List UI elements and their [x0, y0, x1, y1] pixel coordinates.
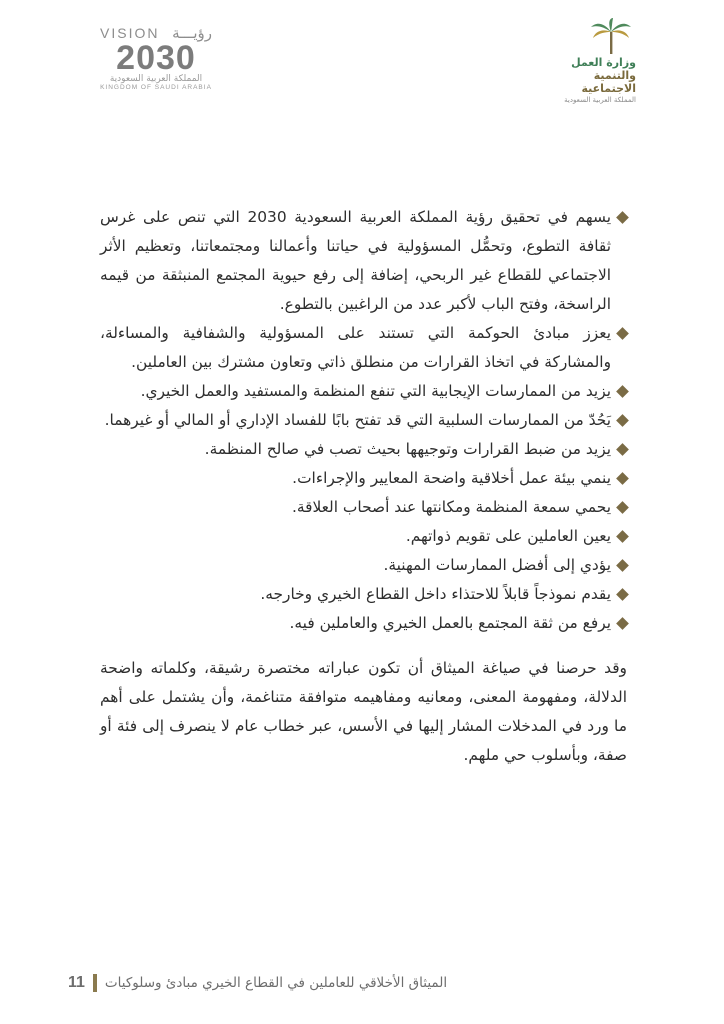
list-item [100, 464, 627, 493]
diamond-bullet-icon [616, 501, 629, 514]
palm-icon [590, 18, 632, 56]
diamond-bullet-icon [616, 617, 629, 630]
page-header [0, 18, 724, 128]
diamond-bullet-icon [616, 414, 629, 427]
ministry-logo [546, 18, 636, 105]
list-item [100, 319, 627, 377]
page-number: 11 [68, 974, 85, 991]
list-item [100, 522, 627, 551]
list-item-text: يؤدي إلى أفضل الممارسات المهنية. [383, 556, 611, 574]
list-item [100, 203, 627, 319]
benefits-list [100, 203, 627, 638]
list-item [100, 435, 627, 464]
page-content [100, 203, 627, 785]
ministry-name-line1: وزارة العمل [571, 56, 636, 69]
vision-country-en: KINGDOM OF SAUDI ARABIA [100, 84, 212, 91]
list-item [100, 493, 627, 522]
list-item-text: يقدم نموذجاً قابلاً للاحتذاء داخل القطاع الخيري وخارجه. [260, 585, 611, 603]
list-item-text: يزيد من الممارسات الإيجابية التي تنفع المنظمة والمستفيد والعمل الخيري. [140, 382, 611, 400]
list-item [100, 377, 627, 406]
ministry-country: المملكة العربية السعودية [564, 96, 636, 104]
list-item [100, 609, 627, 638]
footer-title: الميثاق الأخلاقي للعاملين في القطاع الخيري مبادئ وسلوكيات [104, 975, 448, 991]
diamond-bullet-icon [616, 472, 629, 485]
list-item-text: يزيد من ضبط القرارات وتوجيهها بحيث تصب في صالح المنظمة. [204, 440, 611, 458]
vision-2030-logo [100, 24, 212, 91]
list-item-text: ينمي بيئة عمل أخلاقية واضحة المعايير والإجراءات. [292, 469, 611, 487]
diamond-bullet-icon [616, 443, 629, 456]
vision-year: 2030 [116, 39, 196, 77]
list-item-text: يعزز مبادئ الحوكمة التي تستند على المسؤولية والشفافية والمساءلة، والمشاركة في اتخاذ القرارات من منطلق ذاتي وتعاون مشترك بين العاملين. [100, 324, 611, 371]
vision-label-en: VISION [100, 25, 160, 41]
list-item [100, 406, 627, 435]
diamond-bullet-icon [616, 385, 629, 398]
footer-divider [93, 974, 97, 992]
diamond-bullet-icon [616, 530, 629, 543]
list-item-text: يعين العاملين على تقويم ذواتهم. [405, 527, 611, 545]
list-item-text: يرفع من ثقة المجتمع بالعمل الخيري والعاملين فيه. [289, 614, 611, 632]
diamond-bullet-icon [616, 327, 629, 340]
ministry-name-line2: والتنمية الاجتماعية [581, 69, 636, 95]
closing-paragraph: وقد حرصنا في صياغة الميثاق أن تكون عباراته مختصرة رشيقة، وكلماته واضحة الدلالة، ومفهومة المعنى، ومعانيه ومفاهيمه متوافقة متناغمة، وأن يشتمل على أهم ما ورد في المدخلات المشار إليها في الأسس، عبر خطاب عام لا ينصرف إلى فئة أو صفة، وبأسلوب حي ملهم. [100, 659, 627, 764]
page-footer [68, 968, 488, 998]
list-item-text: يسهم في تحقيق رؤية المملكة العربية السعودية 2030 التي تنص على غرس ثقافة التطوع، وتحمُّل المسؤولية في حياتنا وأعمالنا ومجتمعاتنا، وتعظيم الأثر الاجتماعي للقطاع غير الربحي، إضافة إلى رفع حيوية المجتمع المنبثقة من قيمه الراسخة، وفتح الباب لأكبر عدد من الراغبين بالتطوع. [100, 208, 611, 313]
diamond-bullet-icon [616, 559, 629, 572]
diamond-bullet-icon [616, 588, 629, 601]
vision-country-ar: المملكة العربية السعودية [109, 74, 203, 84]
list-item [100, 551, 627, 580]
list-item [100, 580, 627, 609]
diamond-bullet-icon [616, 211, 629, 224]
list-item-text: يَحُدّ من الممارسات السلبية التي قد تفتح بابًا للفساد الإداري أو المالي أو غيرهما. [104, 411, 611, 429]
list-item-text: يحمي سمعة المنظمة ومكانتها عند أصحاب العلاقة. [291, 498, 611, 516]
vision-label-ar: رؤيـــة [172, 25, 212, 42]
